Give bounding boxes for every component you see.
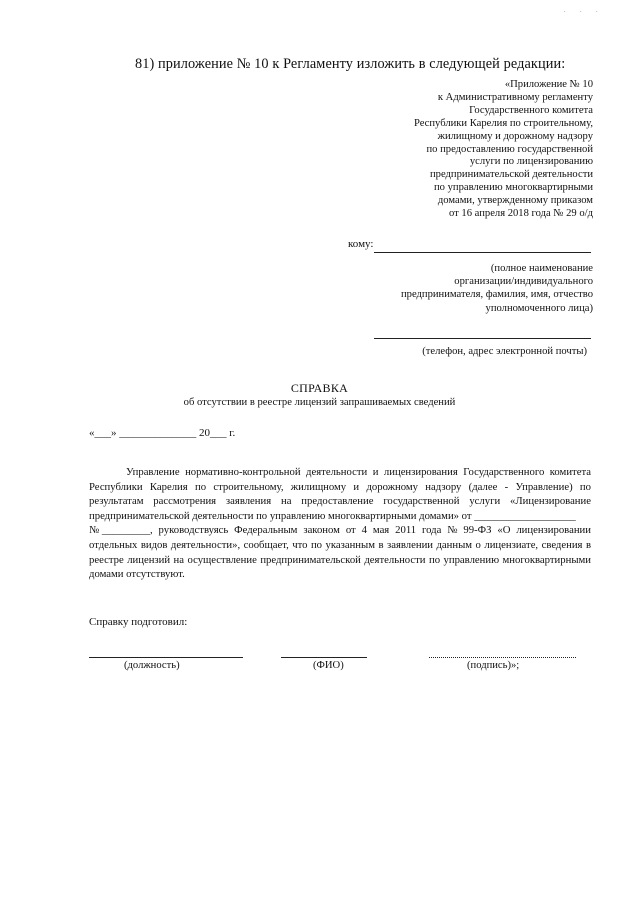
appendix-line: Государственного комитета — [469, 104, 593, 116]
recipient-hint-line: уполномоченного лица) — [485, 302, 593, 314]
appendix-line: от 16 апреля 2018 года № 29 о/д — [449, 208, 593, 220]
recipient-label: кому: — [348, 238, 374, 250]
body-word: законом — [303, 524, 340, 537]
appendix-line: домами, утвержденному приказом — [437, 195, 593, 207]
name-caption: (ФИО) — [313, 660, 344, 671]
name-blank-line — [281, 657, 367, 658]
body-tail-paragraph — [89, 538, 591, 582]
body-paragraph — [89, 465, 591, 523]
body-word: Федеральным — [234, 524, 298, 537]
appendix-line: по управлению многоквартирными — [433, 182, 593, 194]
amendment-heading: 81) приложение № 10 к Регламенту изложить в следующей редакции: — [135, 56, 566, 72]
contact-blank-line — [374, 338, 591, 339]
license-number-blank: № _________, — [89, 524, 153, 537]
document-title: СПРАВКА — [290, 381, 349, 395]
body-line: Республики Карелия по строительному, жилищному и дорожному надзору (далее - Управление) по — [89, 480, 591, 493]
recipient-hint-line: (полное наименование — [490, 263, 593, 274]
body-word: лицензировании — [516, 524, 591, 537]
recipient-hint-line: организации/индивидуального — [454, 276, 593, 288]
recipient-hint — [373, 262, 593, 315]
contact-hint: (телефон, адрес электронной почты) — [422, 346, 587, 357]
certificate-body — [89, 465, 591, 582]
appendix-line: к Административному регламенту — [437, 91, 593, 103]
body-word: мая — [372, 524, 390, 537]
scan-artifact: · · · — [563, 8, 604, 16]
body-line: предпринимательской деятельности по управлению многоквартирными домами» от ___________________ — [89, 509, 576, 522]
date-field: «___» ______________ 20___ г. — [89, 427, 236, 439]
appendix-line: жилищному и дорожному надзору — [437, 130, 593, 142]
recipient-blank-line — [374, 252, 591, 253]
body-line: Управление нормативно-контрольной деятельности и лицензирования Государственного комитета — [126, 466, 591, 478]
signature-blank-line — [429, 657, 576, 658]
appendix-reference-block — [343, 79, 593, 221]
body-word: года — [422, 524, 442, 537]
body-word: «О — [497, 524, 511, 537]
appendix-line: Республики Карелия по строительному, — [413, 117, 593, 129]
signature-caption: (подпись)»; — [467, 660, 520, 671]
body-line: результатам рассмотрения заявления на предоставление государственной услуги «Лицензирование — [89, 495, 591, 508]
body-word: 2011 — [395, 524, 417, 537]
appendix-line: услуги по лицензированию — [469, 156, 593, 168]
position-caption: (должность) — [124, 660, 180, 671]
appendix-line: предпринимательской деятельности — [430, 169, 593, 181]
body-line: домами отсутствуют. — [89, 568, 185, 581]
body-word: № — [447, 524, 458, 537]
body-word: 99-ФЗ — [463, 524, 492, 537]
body-word: руководствуясь — [158, 524, 229, 537]
recipient-hint-line: предпринимателя, фамилия, имя, отчество — [401, 289, 593, 301]
body-line: реестре лицензий на осуществление предпринимательской деятельности по управлению многоквартирными — [89, 553, 591, 566]
position-blank-line — [89, 657, 243, 658]
body-word: 4 — [361, 524, 367, 537]
body-line-number-row — [89, 523, 591, 538]
appendix-line: «Приложение № 10 — [504, 79, 593, 90]
body-word: от — [345, 524, 356, 537]
document-subtitle: об отсутствии в реестре лицензий запрашиваемых сведений — [183, 397, 456, 408]
prepared-by-label: Справку подготовил: — [89, 616, 188, 628]
appendix-line: по предоставлению государственной — [426, 143, 593, 155]
body-line: отдельных видов деятельности», сообщает, что по указанным в заявлении данным о лицензиате, сведения в — [89, 538, 591, 551]
